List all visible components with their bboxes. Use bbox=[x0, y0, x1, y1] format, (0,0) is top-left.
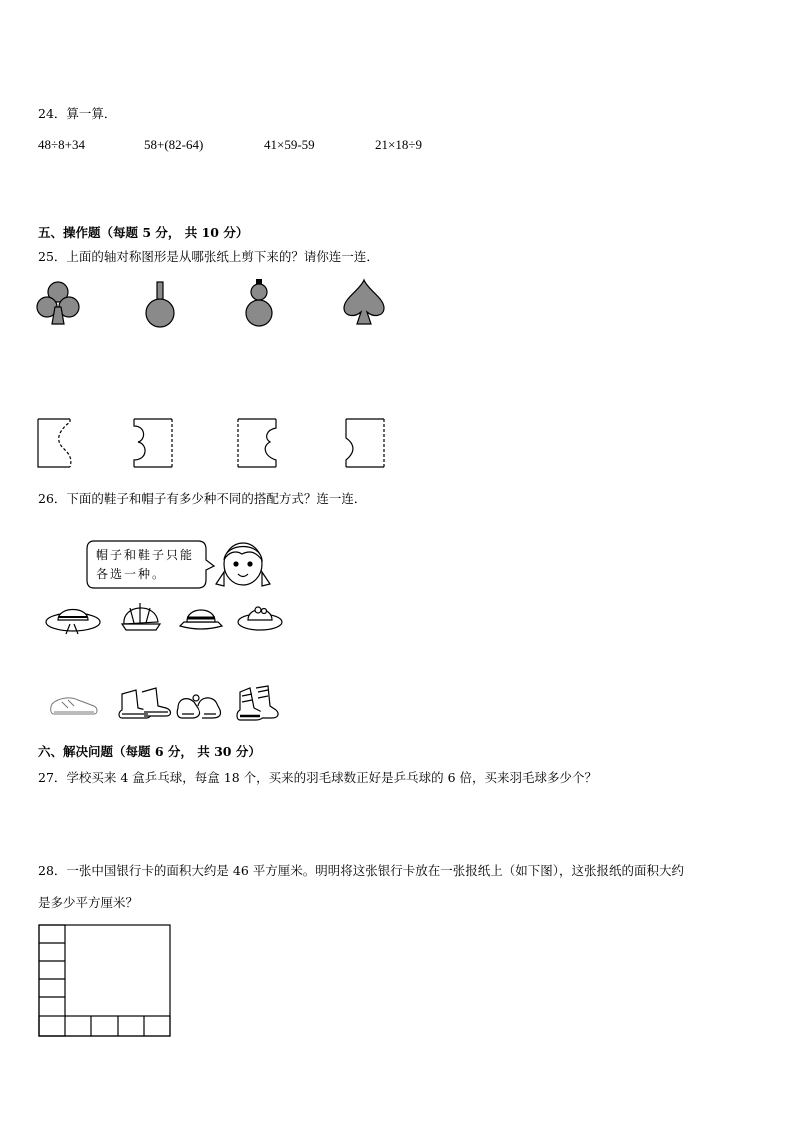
bottle-icon bbox=[140, 280, 180, 330]
paper-option-1[interactable] bbox=[36, 416, 76, 470]
section6-title: 六、解决问题（每题 6 分， 共 30 分） bbox=[38, 744, 261, 759]
gourd-icon bbox=[242, 278, 276, 330]
hat-4-icon[interactable] bbox=[236, 598, 284, 634]
q24-title: 24．算一算． bbox=[38, 106, 117, 121]
paper-option-4[interactable] bbox=[344, 416, 388, 470]
bubble-line-2: 各选一种。 bbox=[96, 567, 167, 581]
q26-text: 26．下面的鞋子和帽子有多少种不同的搭配方式？连一连． bbox=[38, 491, 367, 506]
hat-1-icon[interactable] bbox=[44, 598, 102, 636]
bubble-line-1: 帽子和鞋子只能 bbox=[96, 548, 195, 562]
paper-option-3[interactable] bbox=[236, 416, 280, 470]
spade-icon bbox=[340, 278, 388, 328]
girl-icon bbox=[212, 536, 274, 594]
hat-2-icon[interactable] bbox=[118, 598, 164, 634]
section5-title: 五、操作题（每题 5 分， 共 10 分） bbox=[38, 225, 249, 240]
q25-text: 25．上面的轴对称图形是从哪张纸上剪下来的？请你连一连． bbox=[38, 249, 379, 264]
q28-line-1: 28．一张中国银行卡的面积大约是 46 平方厘米。明明将这张银行卡放在一张报纸上（如下图），这张报纸的面积大约 bbox=[38, 863, 685, 878]
q24-expr-2: 58+(82-64) bbox=[144, 137, 204, 152]
newspaper-grid bbox=[38, 924, 172, 1038]
q24-expr-1: 48÷8+34 bbox=[38, 137, 85, 152]
q28-line-2: 是多少平方厘米？ bbox=[38, 895, 139, 910]
q24-expr-4: 21×18÷9 bbox=[375, 137, 422, 152]
q24-expr-3: 41×59-59 bbox=[264, 137, 315, 152]
club-icon bbox=[36, 280, 80, 330]
shoe-4-icon[interactable] bbox=[232, 682, 282, 724]
shoe-3-icon[interactable] bbox=[174, 684, 224, 724]
shoe-2-icon[interactable] bbox=[116, 684, 172, 724]
hat-3-icon[interactable] bbox=[178, 600, 224, 634]
shoe-1-icon[interactable] bbox=[48, 686, 100, 722]
q27-text: 27．学校买来 4 盒乒乓球，每盒 18 个，买来的羽毛球数正好是乒乓球的 6 倍，买来羽毛球多少个？ bbox=[38, 770, 598, 785]
paper-option-2[interactable] bbox=[132, 416, 176, 470]
